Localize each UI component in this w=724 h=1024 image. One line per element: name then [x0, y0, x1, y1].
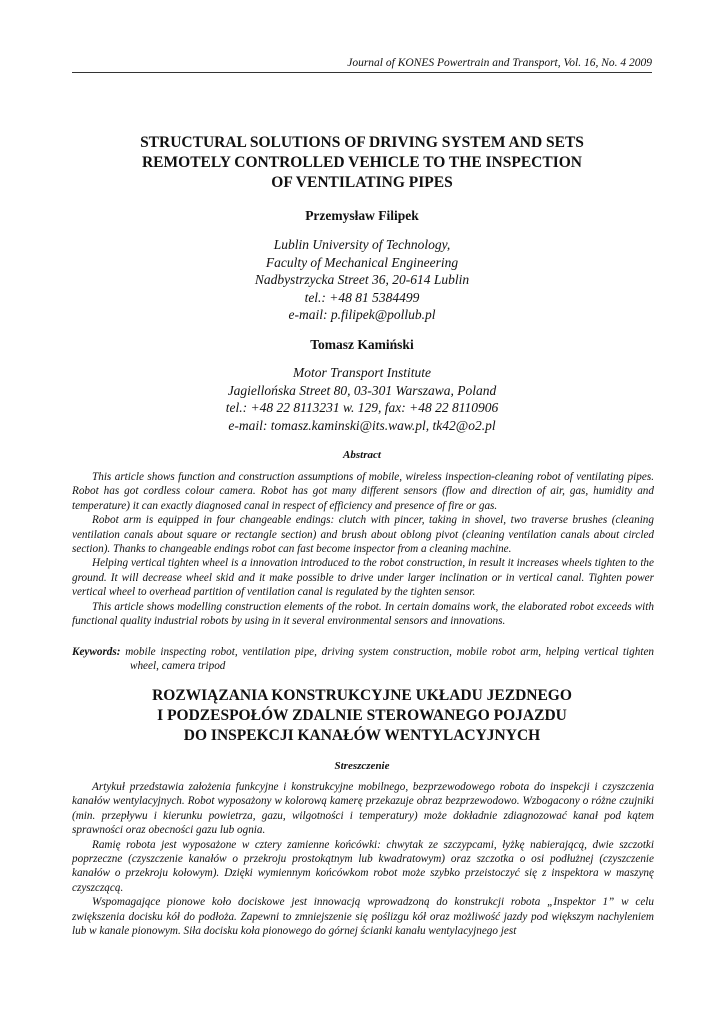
- polish-title-line: DO INSPEKCJI KANAŁÓW WENTYLACYJNYCH: [183, 727, 541, 744]
- paper-title: [72, 133, 652, 193]
- author-name: Przemysław Filipek: [305, 208, 419, 223]
- author-affiliation: [72, 236, 652, 324]
- abstract-paragraph: This article shows function and construction assumptions of mobile, wireless inspection-cleaning robot of ventilating pipes. Robot has got cordless colour camera. Robot has got many different sensors (flow and direction of air, gas, humidity and temperature) it can exactly diagnosed canal in respect of efficiency and presence of fire or gas.: [72, 471, 654, 512]
- affiliation-line: e-mail: tomasz.kaminski@its.waw.pl, tk42@o2.pl: [228, 417, 496, 433]
- abstract-paragraph: Robot arm is equipped in four changeable endings: clutch with pincer, taking in shovel, two traverse brushes (cleaning ventilation canals about square or rectangle section) and brush about oblong pivot (cleaning ventilation canals about circled section). Thanks to changeable endings robot can fast become inspector from a cleaning machine.: [72, 514, 654, 556]
- affiliation-line: Faculty of Mechanical Engineering: [265, 254, 459, 270]
- keywords-label: Keywords:: [72, 646, 121, 658]
- polish-title-line: ROZWIĄZANIA KONSTRUKCYJNE UKŁADU JEZDNEGO: [152, 687, 572, 704]
- title-line: REMOTELY CONTROLLED VEHICLE TO THE INSPECTION: [141, 154, 582, 171]
- abstract-paragraph: This article shows modelling construction elements of the robot. In certain domains work, the elaborated robot exceeds with functional quality industrial robots by using in it several environmental sensors and innovations.: [72, 600, 654, 628]
- streszczenie-paragraph: Wspomagające pionowe koło dociskowe jest innowacją wprowadzoną do konstrukcji robota „Inspektor 1” w celu zwiększenia docisku kół do podłoża. Zapewni to zmniejszenie się poślizgu kół oraz możliwość jazdy pod większym nachyleniem lub w kanale pionowym. Siła docisku koła pionowego do górnej ścianki kanału wentylacyjnego jest: [72, 896, 654, 938]
- author-name: Tomasz Kamiński: [310, 337, 414, 352]
- keywords-text: mobile inspecting robot, ventilation pipe, driving system construction, mobile robot arm, helping vertical tighten wheel, camera tripod: [125, 646, 655, 673]
- abstract-body: [72, 470, 654, 628]
- streszczenie-paragraph: Artykuł przedstawia założenia funkcyjne i konstrukcyjne mobilnego, bezprzewodowego robota do inspekcji i czyszczenia kanałów wentylacyjnych. Robot wyposażony w kolorową kamerę przekazuje obraz bezprzewodowo. Wzbogacony o różne czujniki (min. przepływu i kierunku powietrza, gazu, wilgotności i temperatury) może dokładnie zdiagnozować kanał pod kątem sprawności oraz obecności gazu lub ognia.: [72, 781, 654, 837]
- running-head: Journal of KONES Powertrain and Transport, Vol. 16, No. 4 2009: [72, 57, 652, 73]
- abstract-heading: Abstract: [343, 449, 381, 461]
- affiliation-line: Motor Transport Institute: [292, 365, 432, 380]
- polish-title-line: I PODZESPOŁÓW ZDALNIE STEROWANEGO POJAZDU: [157, 707, 567, 724]
- title-line: OF VENTILATING PIPES: [271, 174, 453, 191]
- author-affiliation: [72, 364, 652, 434]
- affiliation-line: Lublin University of Technology,: [273, 237, 451, 252]
- affiliation-line: e-mail: p.filipek@pollub.pl: [288, 307, 436, 322]
- streszczenie-body: [72, 780, 654, 938]
- title-line: STRUCTURAL SOLUTIONS OF DRIVING SYSTEM AND SETS: [140, 134, 584, 151]
- affiliation-line: tel.: +48 81 5384499: [304, 289, 420, 305]
- streszczenie-heading: Streszczenie: [334, 760, 390, 772]
- affiliation-line: Nadbystrzycka Street 36, 20-614 Lublin: [254, 272, 470, 287]
- keywords: [72, 645, 654, 674]
- affiliation-line: tel.: +48 22 8113231 w. 129, fax: +48 22 8110906: [225, 400, 499, 415]
- abstract-paragraph: Helping vertical tighten wheel is a innovation introduced to the robot construction, in result it increases wheels tighten to the ground. It will decrease wheel skid and it make possible to drive under larger inclination or in vertical canal. Tighten power vertical wheel to overhead partition of ventilation canal is regulated by the tighten sensor.: [72, 557, 654, 599]
- affiliation-line: Jagiellońska Street 80, 03-301 Warszawa, Poland: [227, 382, 497, 398]
- polish-title: [72, 686, 652, 746]
- streszczenie-paragraph: Ramię robota jest wyposażone w cztery zamienne końcówki: chwytak ze szczypcami, łyżkę nabierającą, dwie szczotki poprzeczne (czyszczenie kanałów o przekroju prostokątnym lub kwadratowym) oraz szczotka o osi podłużnej (czyszczenie kanałów o przekroju kołowym). Dzięki wymiennym końcówkom robot może szybko przeistoczyć się z inspektora w maszynę czyszczącą.: [72, 838, 654, 894]
